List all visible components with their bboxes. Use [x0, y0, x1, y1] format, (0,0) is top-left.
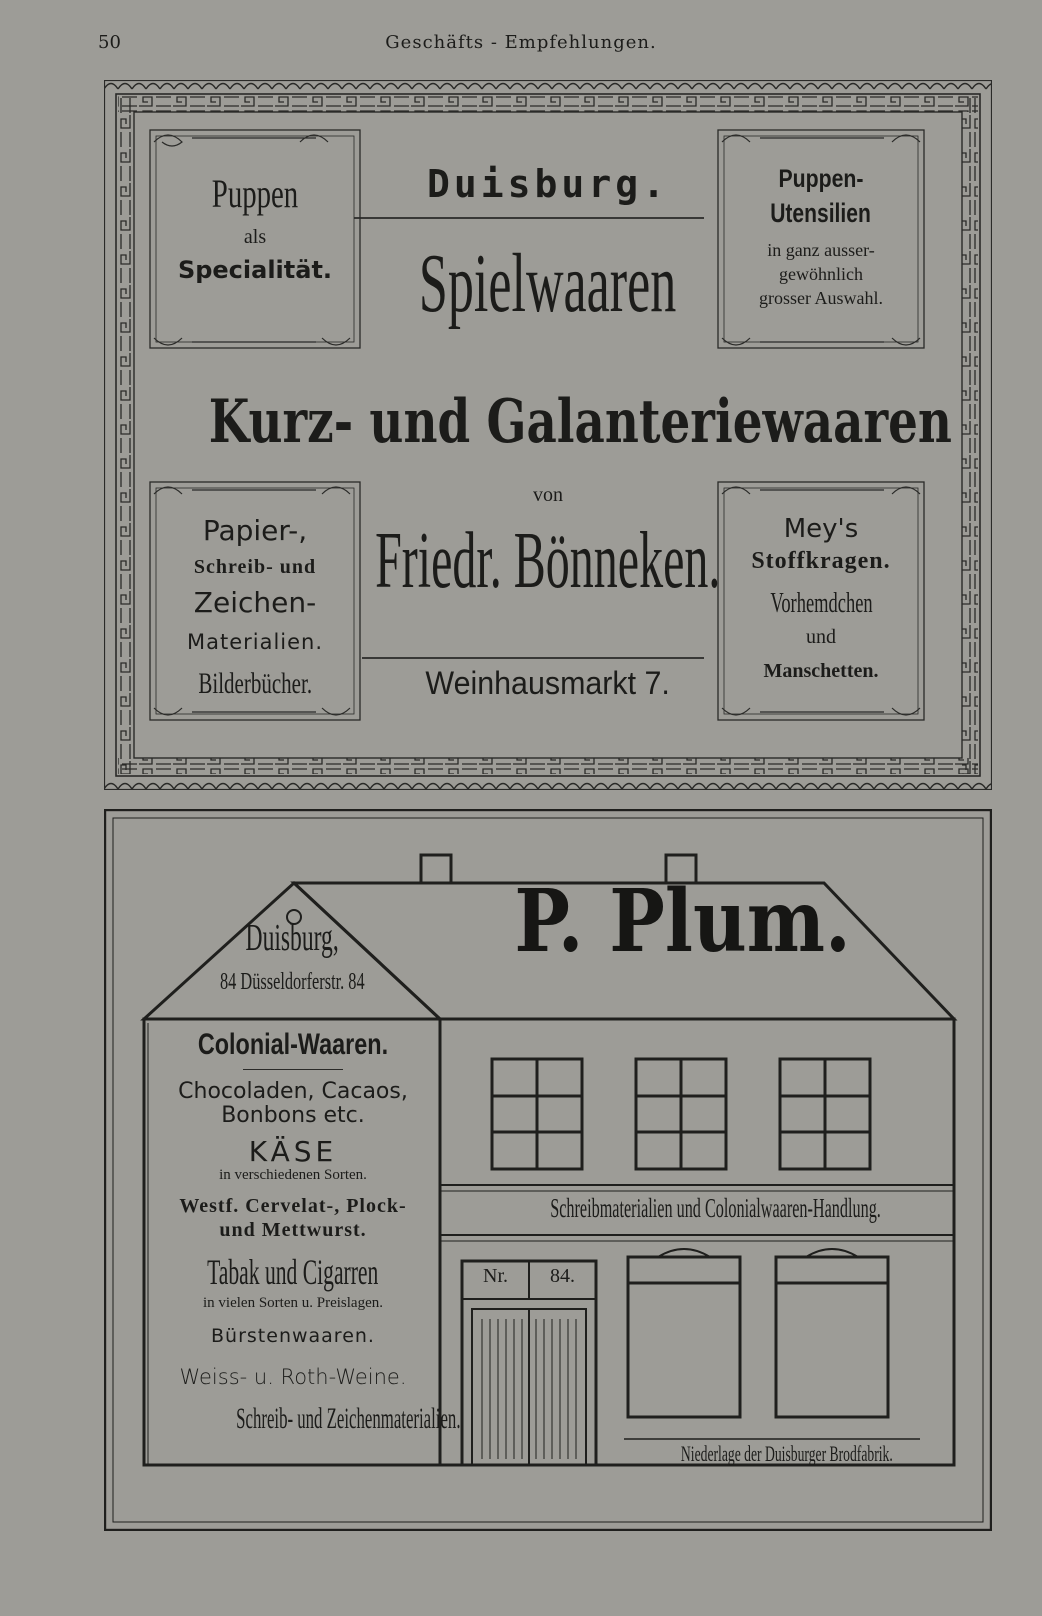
text-duisburg: Duisburg. [427, 162, 669, 206]
box-papier: Papier-, Schreib- und Zeichen- Materialien. Bilderbücher. [186, 514, 324, 700]
box-puppen-utensilien: Puppen- Utensilien in ganz ausser- gewöhnlich grosser Auswahl. [759, 165, 883, 308]
text-shop-sign: Schreibmaterialien und Colonialwaaren-Handlung. [550, 1193, 881, 1223]
text-owner: Friedr. Bönneken. [375, 517, 721, 605]
box-stoffkragen: Mey's Stoffkragen. Vorhemdchen und Manschetten. [751, 514, 891, 682]
text-door-number: 84. [550, 1265, 575, 1287]
product-list: Colonial-Waaren. Chocoladen, Cacaos, Bonbons etc. KÄSE in verschiedenen Sorten. Westf. Cervelat-, Plock- und Mettwurst. Tabak und Cigarren in vielen Sorten u. Preislagen. Bürstenwaaren. Weiss- u. Roth-Weine. Schreib- und Zeichenmaterialien. [178, 1028, 461, 1435]
text-als: als [243, 226, 267, 248]
text-headline: Kurz- und Galanteriewaaren [208, 387, 952, 457]
text-plum-name: P. Plum. [514, 871, 852, 972]
running-head: Geschäfts - Empfehlungen. [385, 32, 657, 53]
page-number: 50 [98, 32, 121, 53]
text-puppen: Puppen [211, 171, 299, 216]
advertisement-spielwaaren [104, 80, 992, 790]
text-door-nr: Nr. [483, 1265, 508, 1287]
text-gable-city: Duisburg, [245, 917, 339, 959]
text-gable-address: 84 Düsseldorferstr. 84 [219, 969, 365, 995]
advertisement-plum [104, 809, 992, 1531]
text-window-sign: Niederlage der Duisburger Brodfabrik. [680, 1441, 893, 1466]
text-address: Weinhausmarkt 7. [425, 665, 671, 701]
text-von: von [533, 484, 563, 506]
text-spielwaaren: Spielwaaren [419, 237, 677, 330]
text-specialitaet: Specialität. [177, 256, 333, 284]
